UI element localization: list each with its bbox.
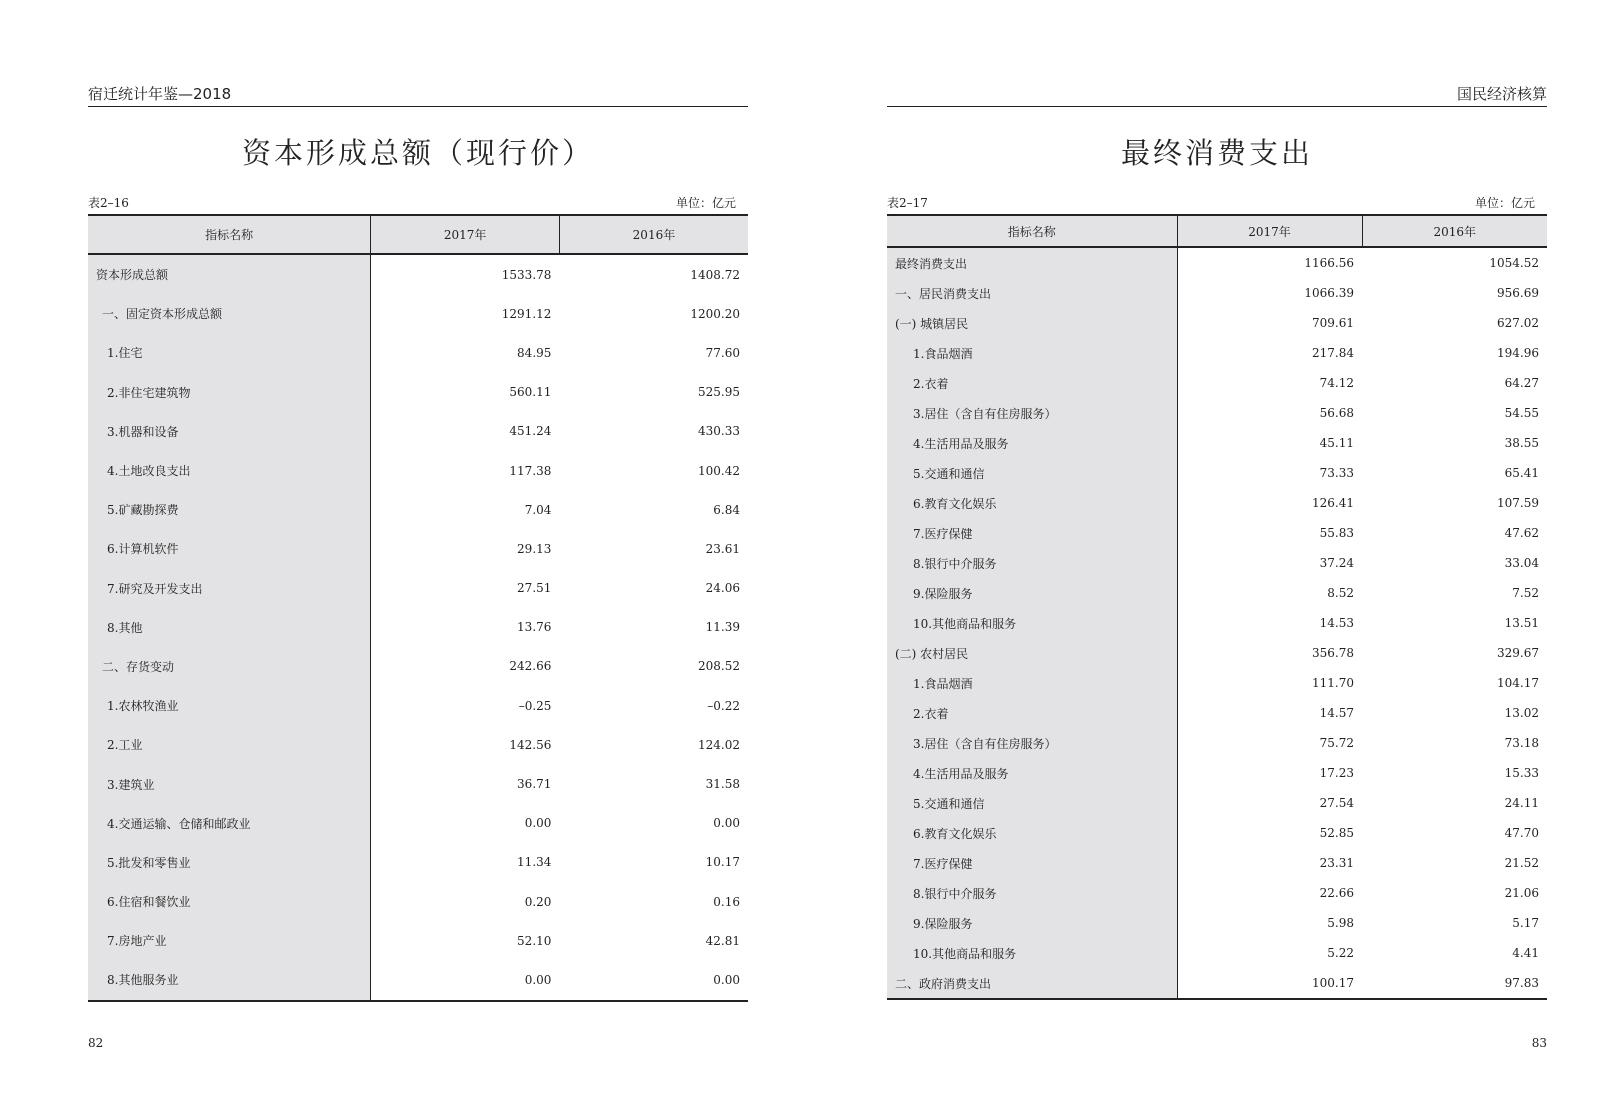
row-value-2016: 54.55 <box>1504 406 1539 420</box>
row-value-2016: 13.51 <box>1504 616 1539 630</box>
final-consumption-table <box>887 214 1547 1000</box>
row-name: 1.农林牧渔业 <box>88 686 371 725</box>
row-value-2016: 38.55 <box>1504 436 1539 450</box>
table-row <box>887 608 1547 638</box>
row-name: 5.交通和通信 <box>887 458 1177 488</box>
row-value-2017: 52.10 <box>517 933 552 948</box>
row-value-2016: 15.33 <box>1504 766 1539 780</box>
row-value-2016: 0.00 <box>713 816 740 831</box>
row-value-2017: 0.20 <box>524 894 552 909</box>
table-row <box>88 725 748 764</box>
table-row <box>887 668 1547 698</box>
table-row <box>887 848 1547 878</box>
table-row <box>88 843 748 882</box>
row-name: 7.医疗保健 <box>887 848 1177 878</box>
table-row <box>88 921 748 960</box>
row-value-2017: 709.61 <box>1312 316 1354 330</box>
row-name: 7.研究及开发支出 <box>88 569 371 608</box>
table-row <box>887 548 1547 578</box>
column-header-indicator: 指标名称 <box>88 215 371 254</box>
row-name: 3.居住（含自有住房服务） <box>887 728 1177 758</box>
row-value-2016: 627.02 <box>1497 316 1539 330</box>
row-value-2017: 7.04 <box>524 502 552 517</box>
row-value-2017: 111.70 <box>1312 676 1354 690</box>
table-row <box>887 488 1547 518</box>
row-value-2017: 142.56 <box>509 737 552 752</box>
table-row <box>887 578 1547 608</box>
row-name: 8.银行中介服务 <box>887 878 1177 908</box>
row-name: 资本形成总额 <box>88 254 371 294</box>
running-head <box>887 84 1547 107</box>
column-header-2017: 2017年 <box>371 215 560 254</box>
table-title: 最终消费支出 <box>1120 136 1313 170</box>
table-row <box>88 647 748 686</box>
row-value-2017: 217.84 <box>1312 346 1354 360</box>
table-header-row <box>88 215 748 254</box>
running-head <box>88 84 748 107</box>
table-row <box>88 333 748 372</box>
row-name: 6.教育文化娱乐 <box>887 818 1177 848</box>
table-row <box>887 458 1547 488</box>
row-value-2017: 1066.39 <box>1304 286 1354 300</box>
row-value-2017: 36.71 <box>517 777 552 792</box>
table-row <box>887 698 1547 728</box>
row-name: 9.保险服务 <box>887 908 1177 938</box>
row-name: (一) 城镇居民 <box>887 308 1177 338</box>
column-header-2016: 2016年 <box>559 215 748 254</box>
row-value-2017: 1533.78 <box>501 267 552 282</box>
table-row <box>887 728 1547 758</box>
table-row <box>88 490 748 529</box>
row-name: 8.银行中介服务 <box>887 548 1177 578</box>
row-value-2017: 14.57 <box>1319 706 1354 720</box>
table-title: 资本形成总额（现行价） <box>241 136 594 170</box>
row-value-2016: 7.52 <box>1512 586 1539 600</box>
row-value-2016: 13.02 <box>1504 706 1539 720</box>
table-header-row <box>887 215 1547 247</box>
running-head-text: 国民经济核算 <box>1456 85 1547 103</box>
row-value-2017: –0.25 <box>518 698 552 713</box>
row-name: 6.计算机软件 <box>88 529 371 568</box>
row-value-2016: 124.02 <box>698 737 740 752</box>
table-row <box>88 412 748 451</box>
table-row <box>88 960 748 1000</box>
row-value-2017: 11.34 <box>517 855 552 870</box>
row-name: 2.衣着 <box>887 698 1177 728</box>
row-value-2017: 1166.56 <box>1304 256 1354 270</box>
table-row <box>88 686 748 725</box>
row-value-2016: –0.22 <box>707 698 740 713</box>
row-value-2017: 100.17 <box>1177 968 1362 999</box>
row-value-2016: 100.42 <box>698 463 740 478</box>
row-value-2016: 6.84 <box>713 502 740 517</box>
row-value-2016: 21.52 <box>1504 856 1539 870</box>
row-value-2017: 8.52 <box>1327 586 1354 600</box>
table-row <box>88 608 748 647</box>
table-number: 表2–17 <box>887 196 928 210</box>
table-row <box>887 247 1547 278</box>
row-value-2017: 0.00 <box>371 960 560 1000</box>
row-value-2017: 126.41 <box>1312 496 1354 510</box>
table-meta <box>88 195 748 211</box>
row-value-2016: 4.41 <box>1512 946 1539 960</box>
row-name: (二) 农村居民 <box>887 638 1177 668</box>
table-row <box>88 294 748 333</box>
row-name: 10.其他商品和服务 <box>887 608 1177 638</box>
row-name: 1.住宅 <box>88 333 371 372</box>
row-name: 最终消费支出 <box>887 247 1177 278</box>
row-value-2017: 0.00 <box>524 816 552 831</box>
row-value-2016: 10.17 <box>705 855 740 870</box>
row-value-2016: 104.17 <box>1497 676 1539 690</box>
table-row <box>887 968 1547 999</box>
column-header-indicator: 指标名称 <box>887 215 1177 247</box>
table-row <box>88 451 748 490</box>
table-row <box>88 254 748 294</box>
row-value-2016: 42.81 <box>705 933 740 948</box>
table-row <box>887 758 1547 788</box>
capital-formation-table <box>88 214 748 1002</box>
row-value-2017: 37.24 <box>1319 556 1354 570</box>
row-name: 1.食品烟酒 <box>887 668 1177 698</box>
row-value-2017: 23.31 <box>1319 856 1354 870</box>
row-value-2016: 11.39 <box>705 620 740 635</box>
row-value-2017: 55.83 <box>1319 526 1354 540</box>
row-value-2017: 84.95 <box>517 345 552 360</box>
running-head-text: 宿迁统计年鉴—2018 <box>88 85 232 103</box>
left-page <box>88 0 748 1099</box>
table-row <box>88 373 748 412</box>
row-value-2016: 329.67 <box>1497 646 1539 660</box>
row-name: 3.机器和设备 <box>88 412 371 451</box>
column-header-2017: 2017年 <box>1177 215 1362 247</box>
row-value-2016: 1200.20 <box>690 306 740 321</box>
row-name: 4.生活用品及服务 <box>887 428 1177 458</box>
row-value-2016: 24.06 <box>705 581 740 596</box>
row-name: 4.土地改良支出 <box>88 451 371 490</box>
table-row <box>887 338 1547 368</box>
table-row <box>88 764 748 803</box>
row-value-2016: 23.61 <box>705 541 740 556</box>
table-row <box>887 428 1547 458</box>
row-value-2016: 956.69 <box>1497 286 1539 300</box>
table-number: 表2–16 <box>88 196 129 210</box>
row-name: 二、政府消费支出 <box>887 968 1177 999</box>
table-row <box>887 908 1547 938</box>
row-value-2017: 242.66 <box>509 659 552 674</box>
row-value-2016: 24.11 <box>1504 796 1539 810</box>
table-row <box>88 569 748 608</box>
row-name: 7.医疗保健 <box>887 518 1177 548</box>
row-name: 二、存货变动 <box>88 647 371 686</box>
row-value-2016: 1408.72 <box>690 267 740 282</box>
table-row <box>88 804 748 843</box>
table-row <box>88 882 748 921</box>
column-header-2016: 2016年 <box>1362 215 1547 247</box>
table-row <box>887 278 1547 308</box>
table-unit: 单位：亿元 <box>675 196 736 210</box>
row-name: 5.交通和通信 <box>887 788 1177 818</box>
row-name: 2.非住宅建筑物 <box>88 373 371 412</box>
row-value-2016: 33.04 <box>1504 556 1539 570</box>
row-value-2016: 31.58 <box>705 777 740 792</box>
table-row <box>887 638 1547 668</box>
row-name: 3.居住（含自有住房服务） <box>887 398 1177 428</box>
row-value-2017: 451.24 <box>509 424 552 439</box>
table-row <box>887 938 1547 968</box>
row-name: 5.矿藏勘探费 <box>88 490 371 529</box>
row-name: 1.食品烟酒 <box>887 338 1177 368</box>
row-value-2017: 45.11 <box>1319 436 1354 450</box>
table-row <box>887 878 1547 908</box>
row-name: 5.批发和零售业 <box>88 843 371 882</box>
row-value-2016: 107.59 <box>1497 496 1539 510</box>
row-value-2016: 65.41 <box>1504 466 1539 480</box>
row-value-2017: 1291.12 <box>501 306 552 321</box>
table-row <box>887 788 1547 818</box>
page-number: 83 <box>1531 1036 1547 1050</box>
row-name: 4.生活用品及服务 <box>887 758 1177 788</box>
row-value-2017: 56.68 <box>1319 406 1354 420</box>
row-name: 2.衣着 <box>887 368 1177 398</box>
row-value-2016: 0.16 <box>713 894 740 909</box>
row-value-2016: 73.18 <box>1504 736 1539 750</box>
table-row <box>887 818 1547 848</box>
row-value-2017: 560.11 <box>509 385 552 400</box>
table-row <box>887 308 1547 338</box>
row-value-2017: 73.33 <box>1319 466 1354 480</box>
row-value-2016: 77.60 <box>705 345 740 360</box>
row-value-2017: 5.22 <box>1327 946 1354 960</box>
row-name: 2.工业 <box>88 725 371 764</box>
row-value-2017: 27.51 <box>517 581 552 596</box>
row-value-2016: 1054.52 <box>1489 256 1539 270</box>
row-value-2016: 194.96 <box>1497 346 1539 360</box>
row-name: 6.住宿和餐饮业 <box>88 882 371 921</box>
right-page <box>887 0 1547 1099</box>
row-value-2017: 5.98 <box>1327 916 1354 930</box>
row-value-2016: 0.00 <box>559 960 748 1000</box>
row-value-2017: 29.13 <box>517 541 552 556</box>
row-value-2017: 13.76 <box>517 620 552 635</box>
table-row <box>887 518 1547 548</box>
row-name: 3.建筑业 <box>88 764 371 803</box>
row-value-2017: 27.54 <box>1319 796 1354 810</box>
table-meta <box>887 195 1547 211</box>
row-name: 7.房地产业 <box>88 921 371 960</box>
row-value-2016: 525.95 <box>698 385 740 400</box>
row-value-2016: 5.17 <box>1512 916 1539 930</box>
row-value-2017: 74.12 <box>1319 376 1354 390</box>
row-name: 10.其他商品和服务 <box>887 938 1177 968</box>
table-row <box>887 368 1547 398</box>
row-value-2016: 208.52 <box>698 659 740 674</box>
row-name: 6.教育文化娱乐 <box>887 488 1177 518</box>
row-name: 一、固定资本形成总额 <box>88 294 371 333</box>
row-value-2016: 21.06 <box>1504 886 1539 900</box>
table-unit: 单位：亿元 <box>1474 196 1535 210</box>
row-name: 8.其他 <box>88 608 371 647</box>
table-row <box>887 398 1547 428</box>
row-value-2017: 75.72 <box>1319 736 1354 750</box>
row-value-2017: 356.78 <box>1312 646 1354 660</box>
row-name: 9.保险服务 <box>887 578 1177 608</box>
row-value-2016: 97.83 <box>1362 968 1547 999</box>
row-value-2016: 64.27 <box>1504 376 1539 390</box>
row-value-2016: 47.70 <box>1504 826 1539 840</box>
row-name: 8.其他服务业 <box>88 960 371 1000</box>
row-value-2016: 47.62 <box>1504 526 1539 540</box>
row-name: 4.交通运输、仓储和邮政业 <box>88 804 371 843</box>
row-value-2017: 117.38 <box>509 463 552 478</box>
row-value-2017: 52.85 <box>1319 826 1354 840</box>
row-value-2017: 22.66 <box>1319 886 1354 900</box>
table-row <box>88 529 748 568</box>
row-value-2017: 14.53 <box>1319 616 1354 630</box>
row-value-2017: 17.23 <box>1319 766 1354 780</box>
row-value-2016: 430.33 <box>698 424 740 439</box>
row-name: 一、居民消费支出 <box>887 278 1177 308</box>
page-number: 82 <box>88 1036 104 1050</box>
